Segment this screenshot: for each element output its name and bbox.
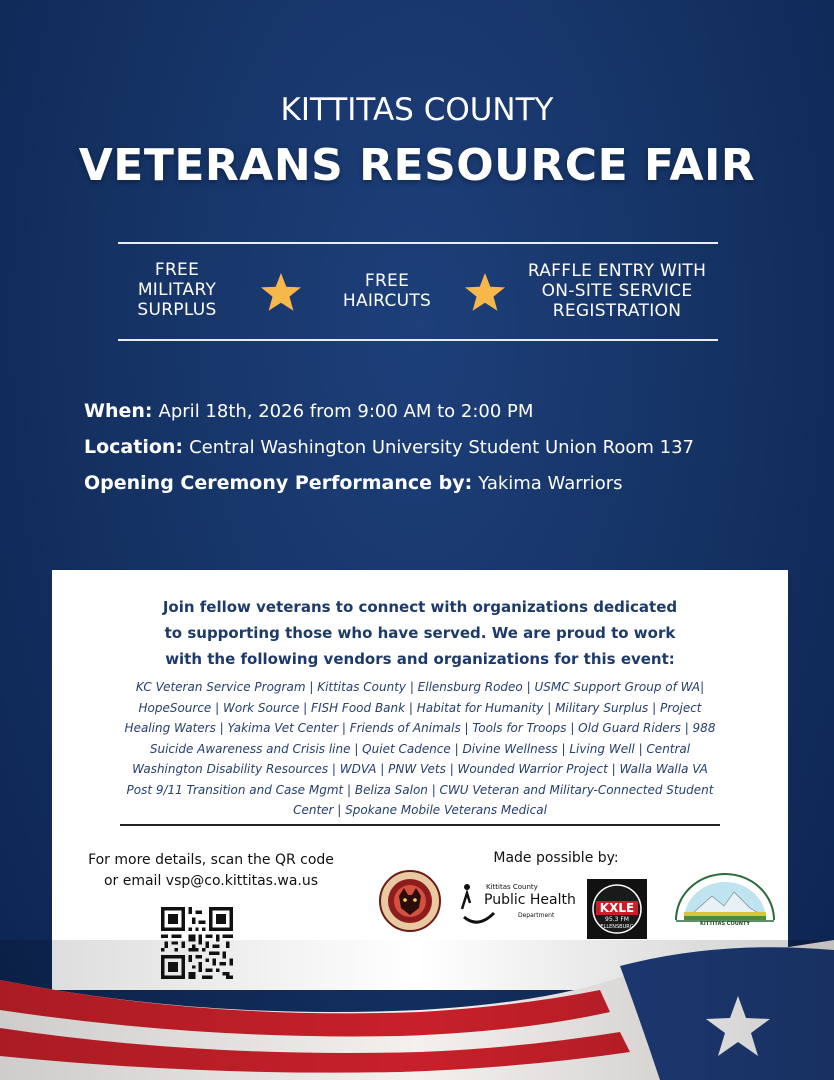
public-health-dept: Department — [518, 912, 555, 919]
page-title: VETERANS RESOURCE FAIR — [78, 140, 756, 191]
kxle-call-sign: KXLE — [599, 901, 635, 915]
page-subtitle: KITTITAS COUNTY — [280, 92, 554, 128]
perk-raffle-entry: RAFFLE ENTRY WITH ON-SITE SERVICE REGISTRATION — [527, 261, 707, 321]
event-ceremony — [84, 472, 623, 494]
event-when — [84, 400, 533, 422]
kxle-frequency: 95.3 FM — [605, 916, 629, 923]
ceremony-label: Opening Ceremony Performance by: — [84, 472, 473, 494]
when-label: When: — [84, 400, 153, 422]
kxle-radio-logo — [587, 879, 647, 939]
sponsors-heading: Made possible by: — [493, 850, 619, 866]
details-line-2[interactable]: or email vsp@co.kittitas.wa.us — [103, 873, 319, 889]
cwu-wildcat-seal-icon — [379, 870, 441, 932]
american-flag-banner — [0, 940, 834, 1080]
kxle-city: ELLENSBURG — [600, 924, 634, 930]
public-health-logo — [460, 879, 576, 929]
ceremony-value: Yakima Warriors — [478, 473, 623, 494]
location-label: Location: — [84, 436, 184, 458]
star-icon — [463, 270, 507, 314]
perk-military-surplus: FREE MILITARY SURPLUS — [137, 260, 217, 320]
details-line-1: For more details, scan the QR code — [88, 852, 334, 868]
star-icon — [259, 270, 303, 314]
public-health-big: Public Health — [484, 892, 576, 908]
location-value: Central Washington University Student Union Room 137 — [189, 437, 695, 458]
kittitas-county-seal — [672, 870, 778, 930]
public-health-small: Kittitas County — [486, 883, 538, 891]
when-value: April 18th, 2026 from 9:00 AM to 2:00 PM — [158, 401, 534, 422]
info-panel — [52, 570, 788, 990]
contact-details — [76, 850, 346, 892]
divider-bottom — [118, 339, 718, 341]
perk-haircuts: FREE HAIRCUTS — [342, 271, 432, 311]
intro-text: Join fellow veterans to connect with organizations dedicated to supporting those who have served. We are proud to work with the following vendors and organizations for this event: — [162, 598, 678, 668]
panel-divider — [120, 824, 720, 826]
event-location — [84, 436, 694, 458]
divider-top — [118, 242, 718, 244]
county-seal-label: KITTITAS COUNTY — [700, 921, 750, 927]
vendor-list: KC Veteran Service Program | Kittitas County | Ellensburg Rodeo | USMC Support Group of WA| HopeSource | Work Source | FISH Food Bank | Habitat for Humanity | Military Surplus | Project Healing Waters | Yakima Vet Center | Friends of Animals | Tools for Troops | Old Guard Riders | 988 Suicide Awareness and Crisis line | Quiet Cadence | Divine Wellness | Living Well | Central Washington Disability Resources | WDVA | PNW Vets | Wounded Warrior Project | Walla Walla VA Post 9/11 Transition and Case Mgmt | Beliza Salon | CWU Veteran and Military-Connected Student Center | Spokane Mobile Veterans Medical — [124, 680, 716, 817]
